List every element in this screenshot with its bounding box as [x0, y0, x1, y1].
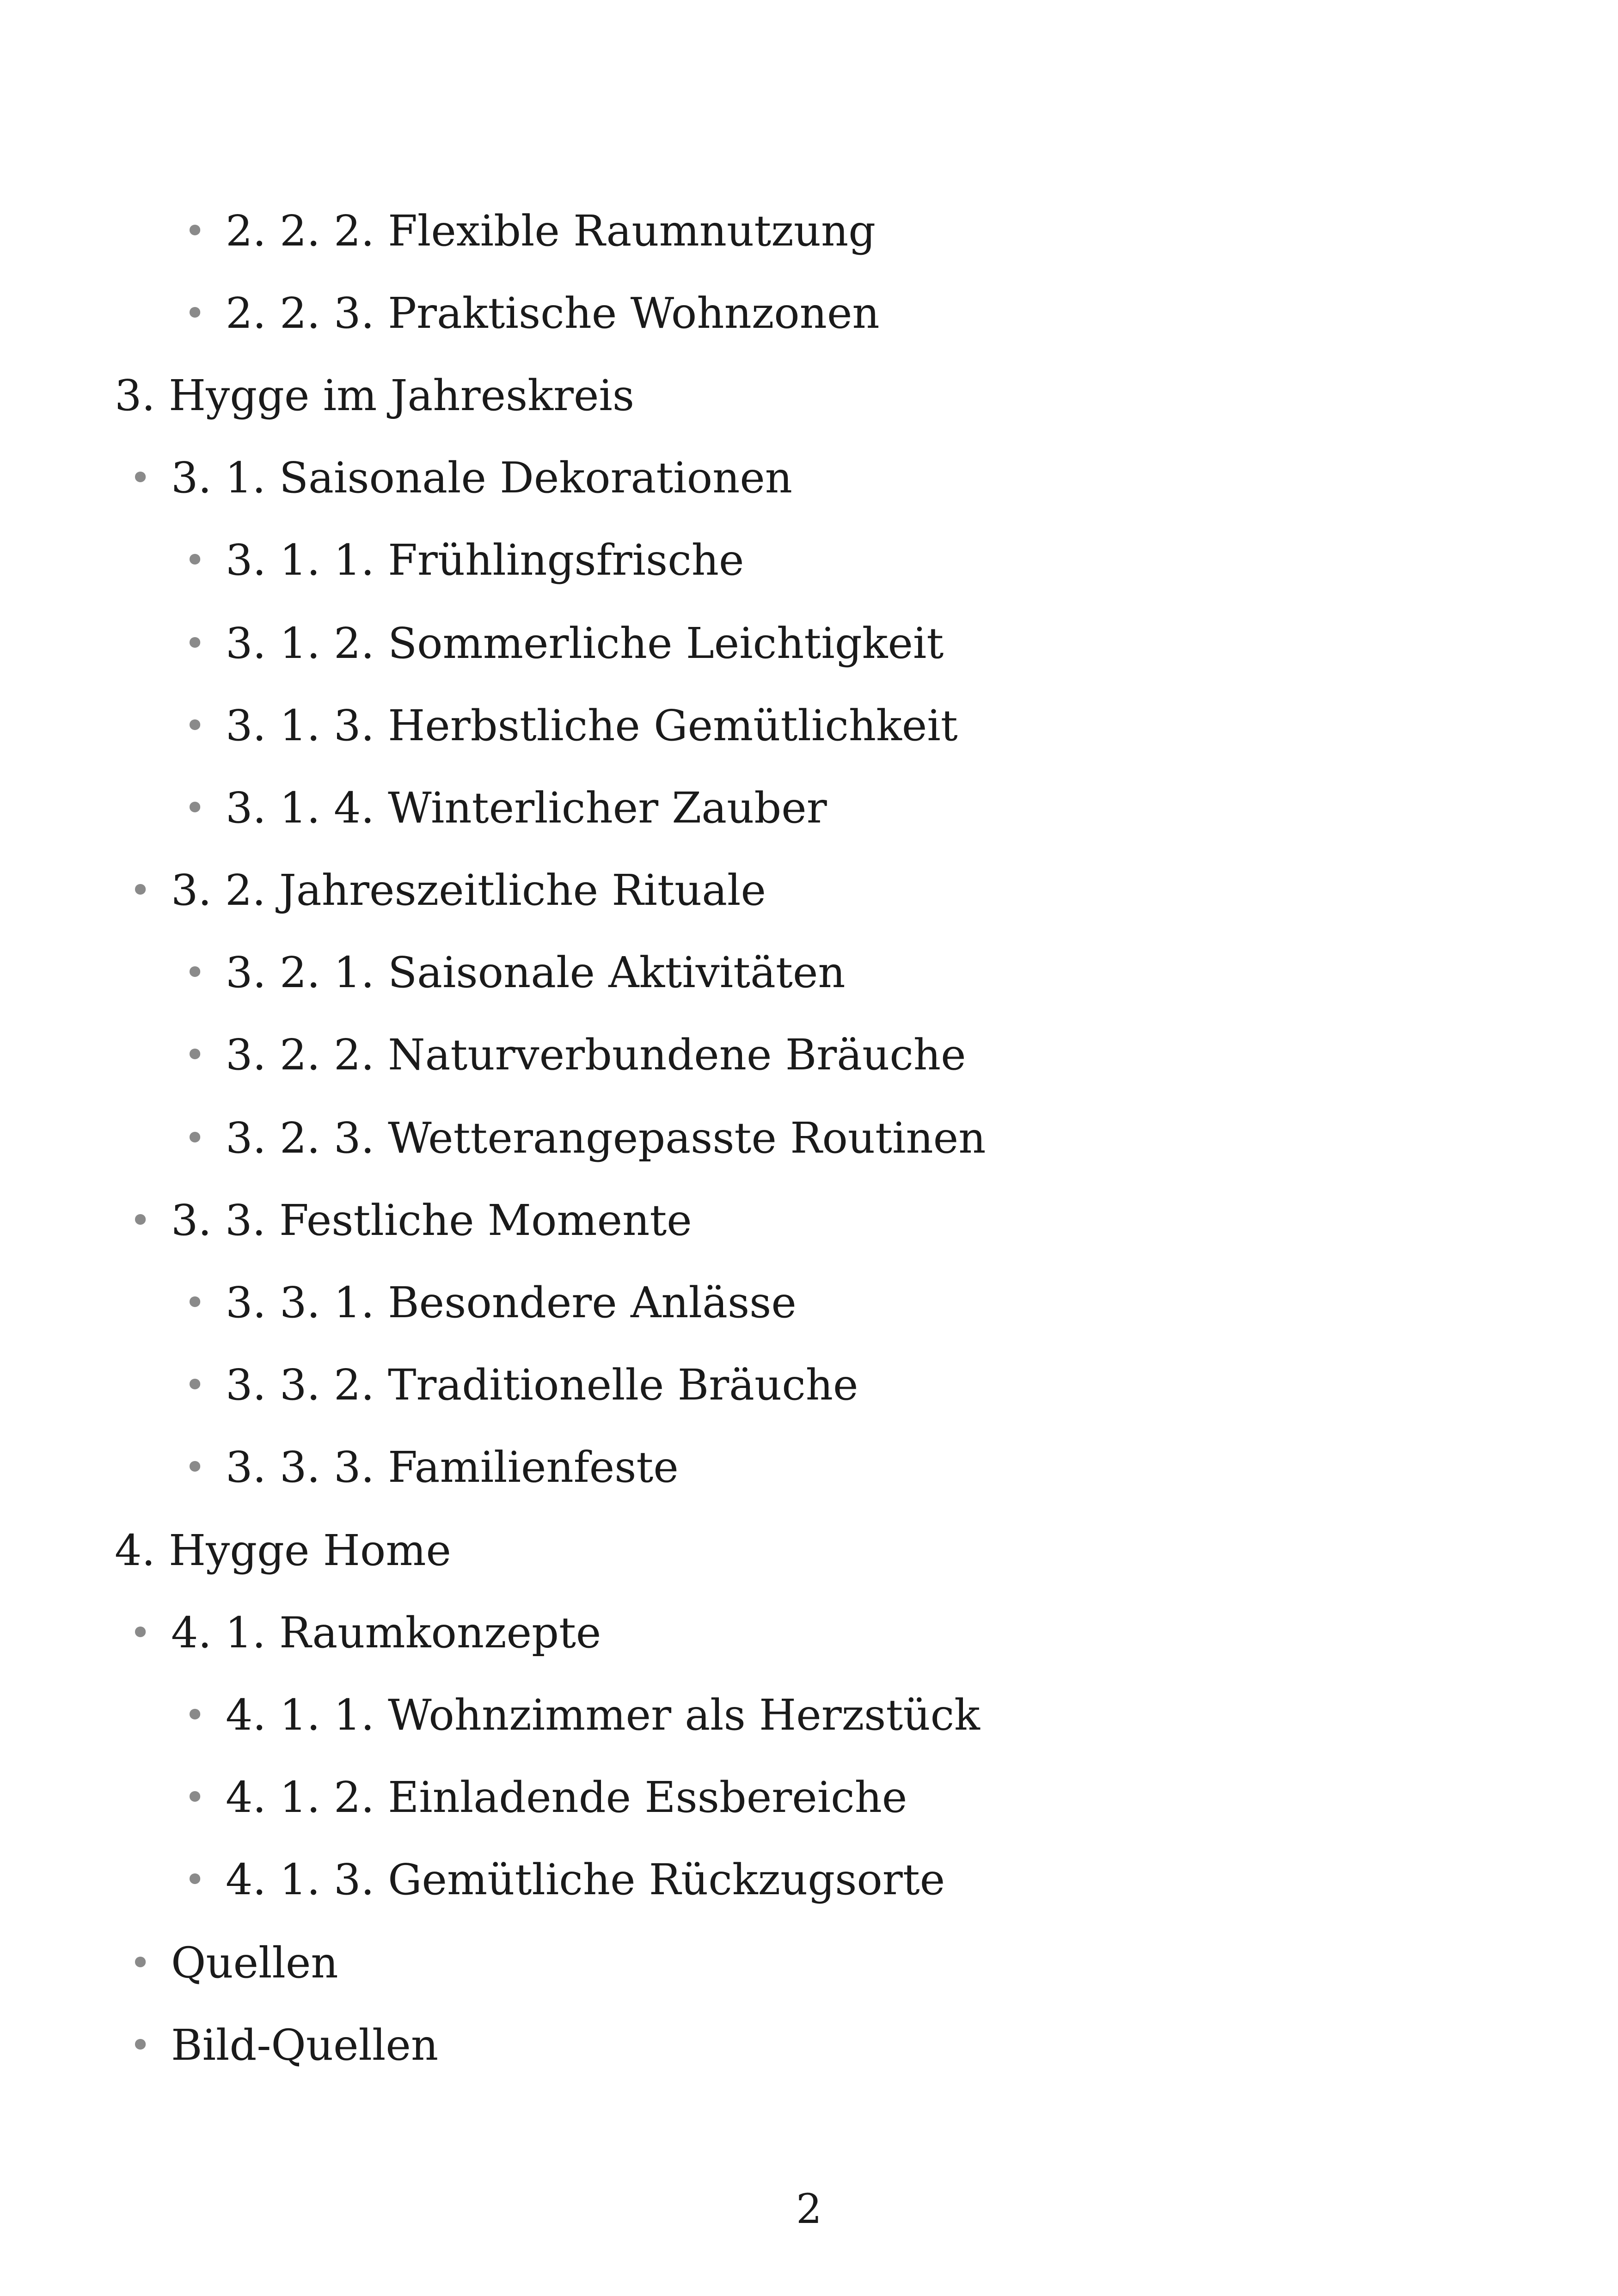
toc-entry-3-1-2[interactable]: [184, 616, 944, 671]
toc-chapter-label: 4. Hygge Home: [115, 1526, 452, 1575]
toc-entry-quellen[interactable]: [129, 1935, 338, 1991]
toc-entry-label: 3. 3. 2. Traditionelle Bräuche: [226, 1360, 858, 1410]
toc-entry-label: 3. 1. 4. Winterlicher Zauber: [226, 783, 827, 833]
toc-entry-3-1[interactable]: [129, 450, 793, 506]
toc-entry-3-2-3[interactable]: [184, 1111, 986, 1166]
bullet-icon: •: [184, 1776, 206, 1819]
toc-entry-label: 3. 2. Jahreszeitliche Rituale: [171, 866, 766, 915]
toc-entry-4-1-2[interactable]: [184, 1770, 907, 1825]
bullet-icon: •: [184, 209, 206, 252]
toc-entry-label: 3. 2. 2. Naturverbundene Bräuche: [226, 1030, 966, 1080]
toc-entry-label: 3. 3. 1. Besondere Anlässe: [226, 1278, 797, 1327]
toc-entry-label: 3. 1. Saisonale Dekorationen: [171, 453, 793, 503]
bullet-icon: •: [184, 1363, 206, 1406]
bullet-icon: •: [129, 869, 152, 912]
toc-entry-label: Quellen: [171, 1938, 338, 1988]
toc-entry-label: Bild-Quellen: [171, 2020, 439, 2070]
toc-entry-label: 4. 1. Raumkonzepte: [171, 1608, 601, 1658]
bullet-icon: •: [184, 539, 206, 582]
toc-entry-4-1-1[interactable]: [184, 1688, 980, 1743]
bullet-icon: •: [184, 292, 206, 335]
toc-entry-label: 3. 1. 2. Sommerliche Leichtigkeit: [226, 619, 944, 668]
bullet-icon: •: [184, 1117, 206, 1160]
toc-chapter-label: 3. Hygge im Jahreskreis: [115, 371, 635, 420]
toc-entry-3-1-1[interactable]: [184, 533, 744, 588]
toc-entry-4-1[interactable]: [129, 1605, 601, 1661]
bullet-icon: •: [129, 1199, 152, 1242]
bullet-icon: •: [129, 1611, 152, 1654]
toc-entry-3-3-1[interactable]: [184, 1275, 797, 1331]
toc-entry-label: 4. 1. 2. Einladende Essbereiche: [226, 1773, 907, 1822]
bullet-icon: •: [184, 1033, 206, 1076]
toc-entry-3-3[interactable]: [129, 1193, 692, 1248]
bullet-icon: •: [184, 951, 206, 994]
bullet-icon: •: [184, 1694, 206, 1737]
toc-entry-label: 2. 2. 3. Praktische Wohnzonen: [226, 289, 880, 338]
bullet-icon: •: [184, 622, 206, 665]
bullet-icon: •: [184, 786, 206, 829]
bullet-icon: •: [184, 704, 206, 747]
page-number: 2: [796, 2185, 822, 2233]
toc-entry-label: 3. 2. 3. Wetterangepasste Routinen: [226, 1113, 986, 1163]
toc-entry-3-2-2[interactable]: [184, 1027, 966, 1083]
bullet-icon: •: [184, 1446, 206, 1489]
bullet-icon: •: [184, 1281, 206, 1324]
toc-entry-3-2[interactable]: [129, 863, 766, 918]
toc-entry-label: 3. 1. 1. Frühlingsfrische: [226, 535, 744, 585]
toc-entry-label: 4. 1. 1. Wohnzimmer als Herzstück: [226, 1690, 980, 1740]
bullet-icon: •: [129, 1941, 152, 1984]
bullet-icon: •: [129, 2024, 152, 2067]
bullet-icon: •: [184, 1858, 206, 1901]
toc-entry-2-2-2[interactable]: [184, 203, 876, 259]
toc-entry-label: 4. 1. 3. Gemütliche Rückzugsorte: [226, 1855, 945, 1904]
toc-entry-3-2-1[interactable]: [184, 945, 846, 1001]
toc-entry-label: 2. 2. 2. Flexible Raumnutzung: [226, 206, 876, 256]
toc-entry-label: 3. 1. 3. Herbstliche Gemütlichkeit: [226, 701, 958, 750]
toc-entry-label: 3. 3. Festliche Momente: [171, 1196, 692, 1245]
bullet-icon: •: [129, 456, 152, 499]
toc-entry-3-3-2[interactable]: [184, 1357, 858, 1413]
toc-chapter-4[interactable]: [115, 1523, 451, 1578]
toc-entry-label: 3. 3. 3. Familienfeste: [226, 1443, 679, 1492]
toc-entry-3-3-3[interactable]: [184, 1440, 679, 1495]
toc-chapter-3[interactable]: [115, 368, 634, 424]
toc-entry-3-1-3[interactable]: [184, 698, 958, 754]
toc-entry-2-2-3[interactable]: [184, 286, 880, 341]
toc-entry-4-1-3[interactable]: [184, 1852, 945, 1908]
toc-entry-bild-quellen[interactable]: [129, 2018, 439, 2073]
toc-entry-3-1-4[interactable]: [184, 780, 827, 836]
toc-entry-label: 3. 2. 1. Saisonale Aktivitäten: [226, 948, 846, 997]
